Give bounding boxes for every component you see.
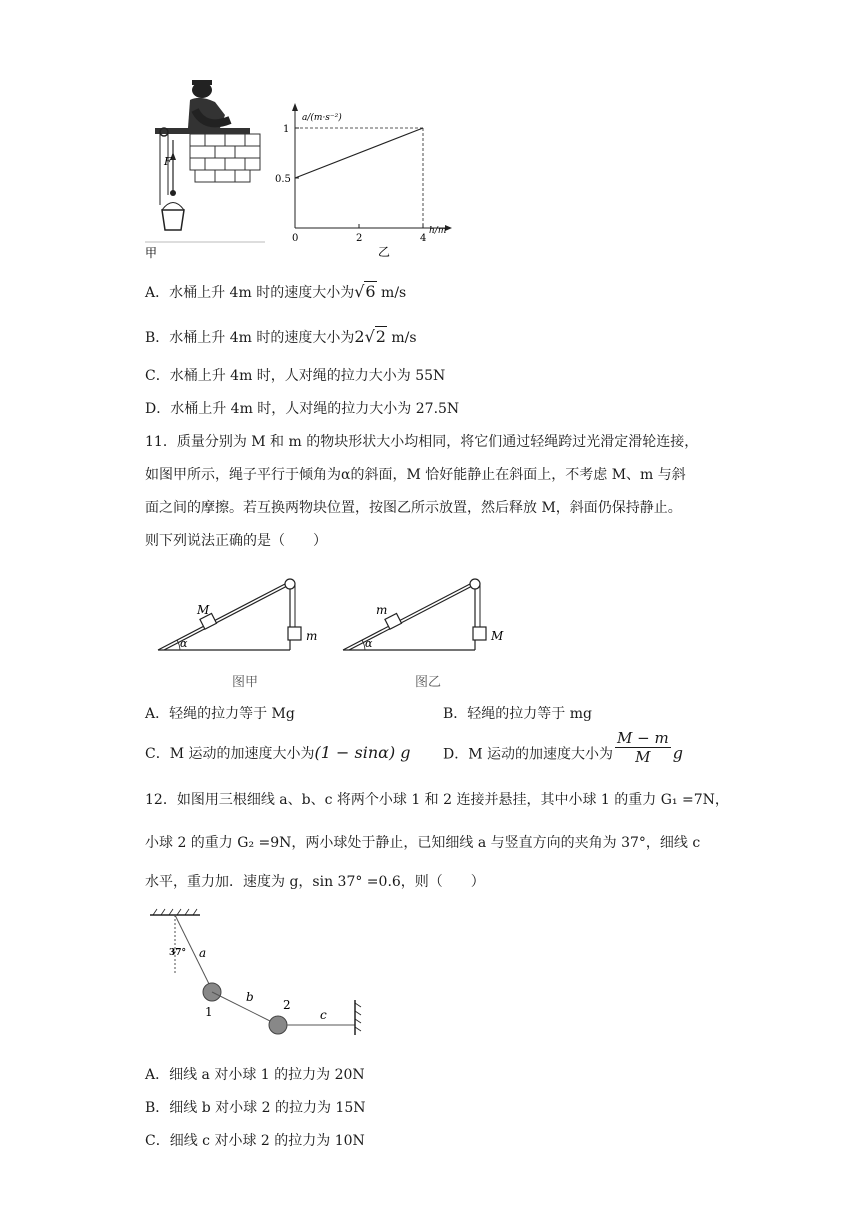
q12-stem-line-3: 水平，重力加．速度为 g，sin 37° =0.6，则（ ） [145,874,485,890]
q11-stem-line-4: 则下列说法正确的是（ ） [145,533,327,549]
q12-option-c: C．细线 c 对小球 2 的拉力为 10N [145,1133,365,1149]
numerator: M − m [617,729,669,747]
caption-fig-yi: 图乙 [415,675,442,690]
figure-hanging-balls [145,905,375,1035]
ball-1-label: 1 [205,1005,213,1019]
slope-mass-label: m [376,603,388,617]
string-b-label: b [246,990,254,1004]
x-axis-label: h/m [429,226,447,236]
force-label: F [164,155,172,168]
q11-option-a: A．轻绳的拉力等于 Mg [145,706,295,722]
y-tick-label: 1 [283,124,290,135]
sqrt-expression: 2√2 [354,327,386,346]
figure-inclines [150,570,530,695]
figure-label-jia: 甲 [145,246,158,260]
incline-figure-a [158,579,317,690]
y-axis-label: a/(m·s⁻²) [302,113,342,123]
q11-option-c-text: C．M 运动的加速度大小为 [145,746,315,762]
q11-option-b: B．轻绳的拉力等于 mg [443,706,592,722]
q12-stem-line-1: 12．如图用三根细线 a、b、c 将两个小球 1 和 2 连接并悬挂，其中小球 1 的重力 G₁ =7N， [145,792,729,808]
hanging-mass-label: m [306,629,318,643]
unit: m/s [386,330,417,346]
ball-2 [269,1016,287,1034]
q10-option-a-text: A．水桶上升 4m 时的速度大小为 [145,285,355,301]
incline-figure-b [343,579,504,690]
sqrt-symbol: √6 [354,282,376,301]
ball-2-label: 2 [283,998,291,1012]
acceleration-height-graph [265,98,465,259]
q10-option-b [145,327,417,348]
person-pulling-bucket-drawing [145,80,265,260]
q11-option-d-text: D．M 运动的加速度大小为 [443,746,614,763]
caption-fig-jia: 图甲 [232,675,259,690]
x-tick-label: 2 [356,233,363,244]
denominator: M [635,748,651,766]
q11-stem-line-3: 面之间的摩擦。若互换两物块位置，按图乙所示放置，然后释放 M，斜面仍保持静止。 [145,500,682,516]
radicand: 6 [365,282,376,301]
figure-bucket-and-graph [140,70,470,260]
q11-option-c-expression: (1 − sinα) g [314,743,411,762]
q12-stem-line-2: 小球 2 的重力 G₂ =9N，两小球处于静止，已知细线 a 与竖直方向的夹角为 37°，细线 c [145,835,701,851]
q12-option-b: B．细线 b 对小球 2 的拉力为 15N [145,1100,366,1116]
radicand: 2 [375,327,386,346]
q11-option-d [443,729,683,766]
hanging-mass-label: M [491,629,504,643]
angle-label: 37° [169,948,187,958]
x-tick-label: 0 [292,233,299,244]
angle-label: α [180,637,188,650]
slope-mass-label: M [197,603,210,617]
q10-option-c: C．水桶上升 4m 时，人对绳的拉力大小为 55N [145,368,446,384]
q10-option-b-text: B．水桶上升 4m 时的速度大小为 [145,330,355,346]
q10-option-a [145,282,406,303]
string-a-label: a [199,946,207,960]
q11-option-c [145,743,411,764]
fraction [615,729,671,766]
q10-option-d: D．水桶上升 4m 时，人对绳的拉力大小为 27.5N [145,401,460,417]
figure-label-yi: 乙 [378,245,391,259]
x-tick-label: 4 [420,233,427,244]
angle-label: α [365,637,373,650]
y-tick-label: 0.5 [275,174,291,185]
string-c-label: c [320,1008,327,1022]
coefficient: 2 [354,327,365,346]
unit: m/s [376,285,407,301]
q11-stem-line-2: 如图甲所示，绳子平行于倾角为α的斜面，M 恰好能静止在斜面上，不考虑 M、m 与斜 [145,467,686,483]
g-symbol: g [672,743,683,763]
q11-stem-line-1: 11．质量分别为 M 和 m 的物块形状大小均相同，将它们通过轻绳跨过光滑定滑轮连接， [145,434,699,450]
q12-option-a: A．细线 a 对小球 1 的拉力为 20N [145,1067,365,1083]
